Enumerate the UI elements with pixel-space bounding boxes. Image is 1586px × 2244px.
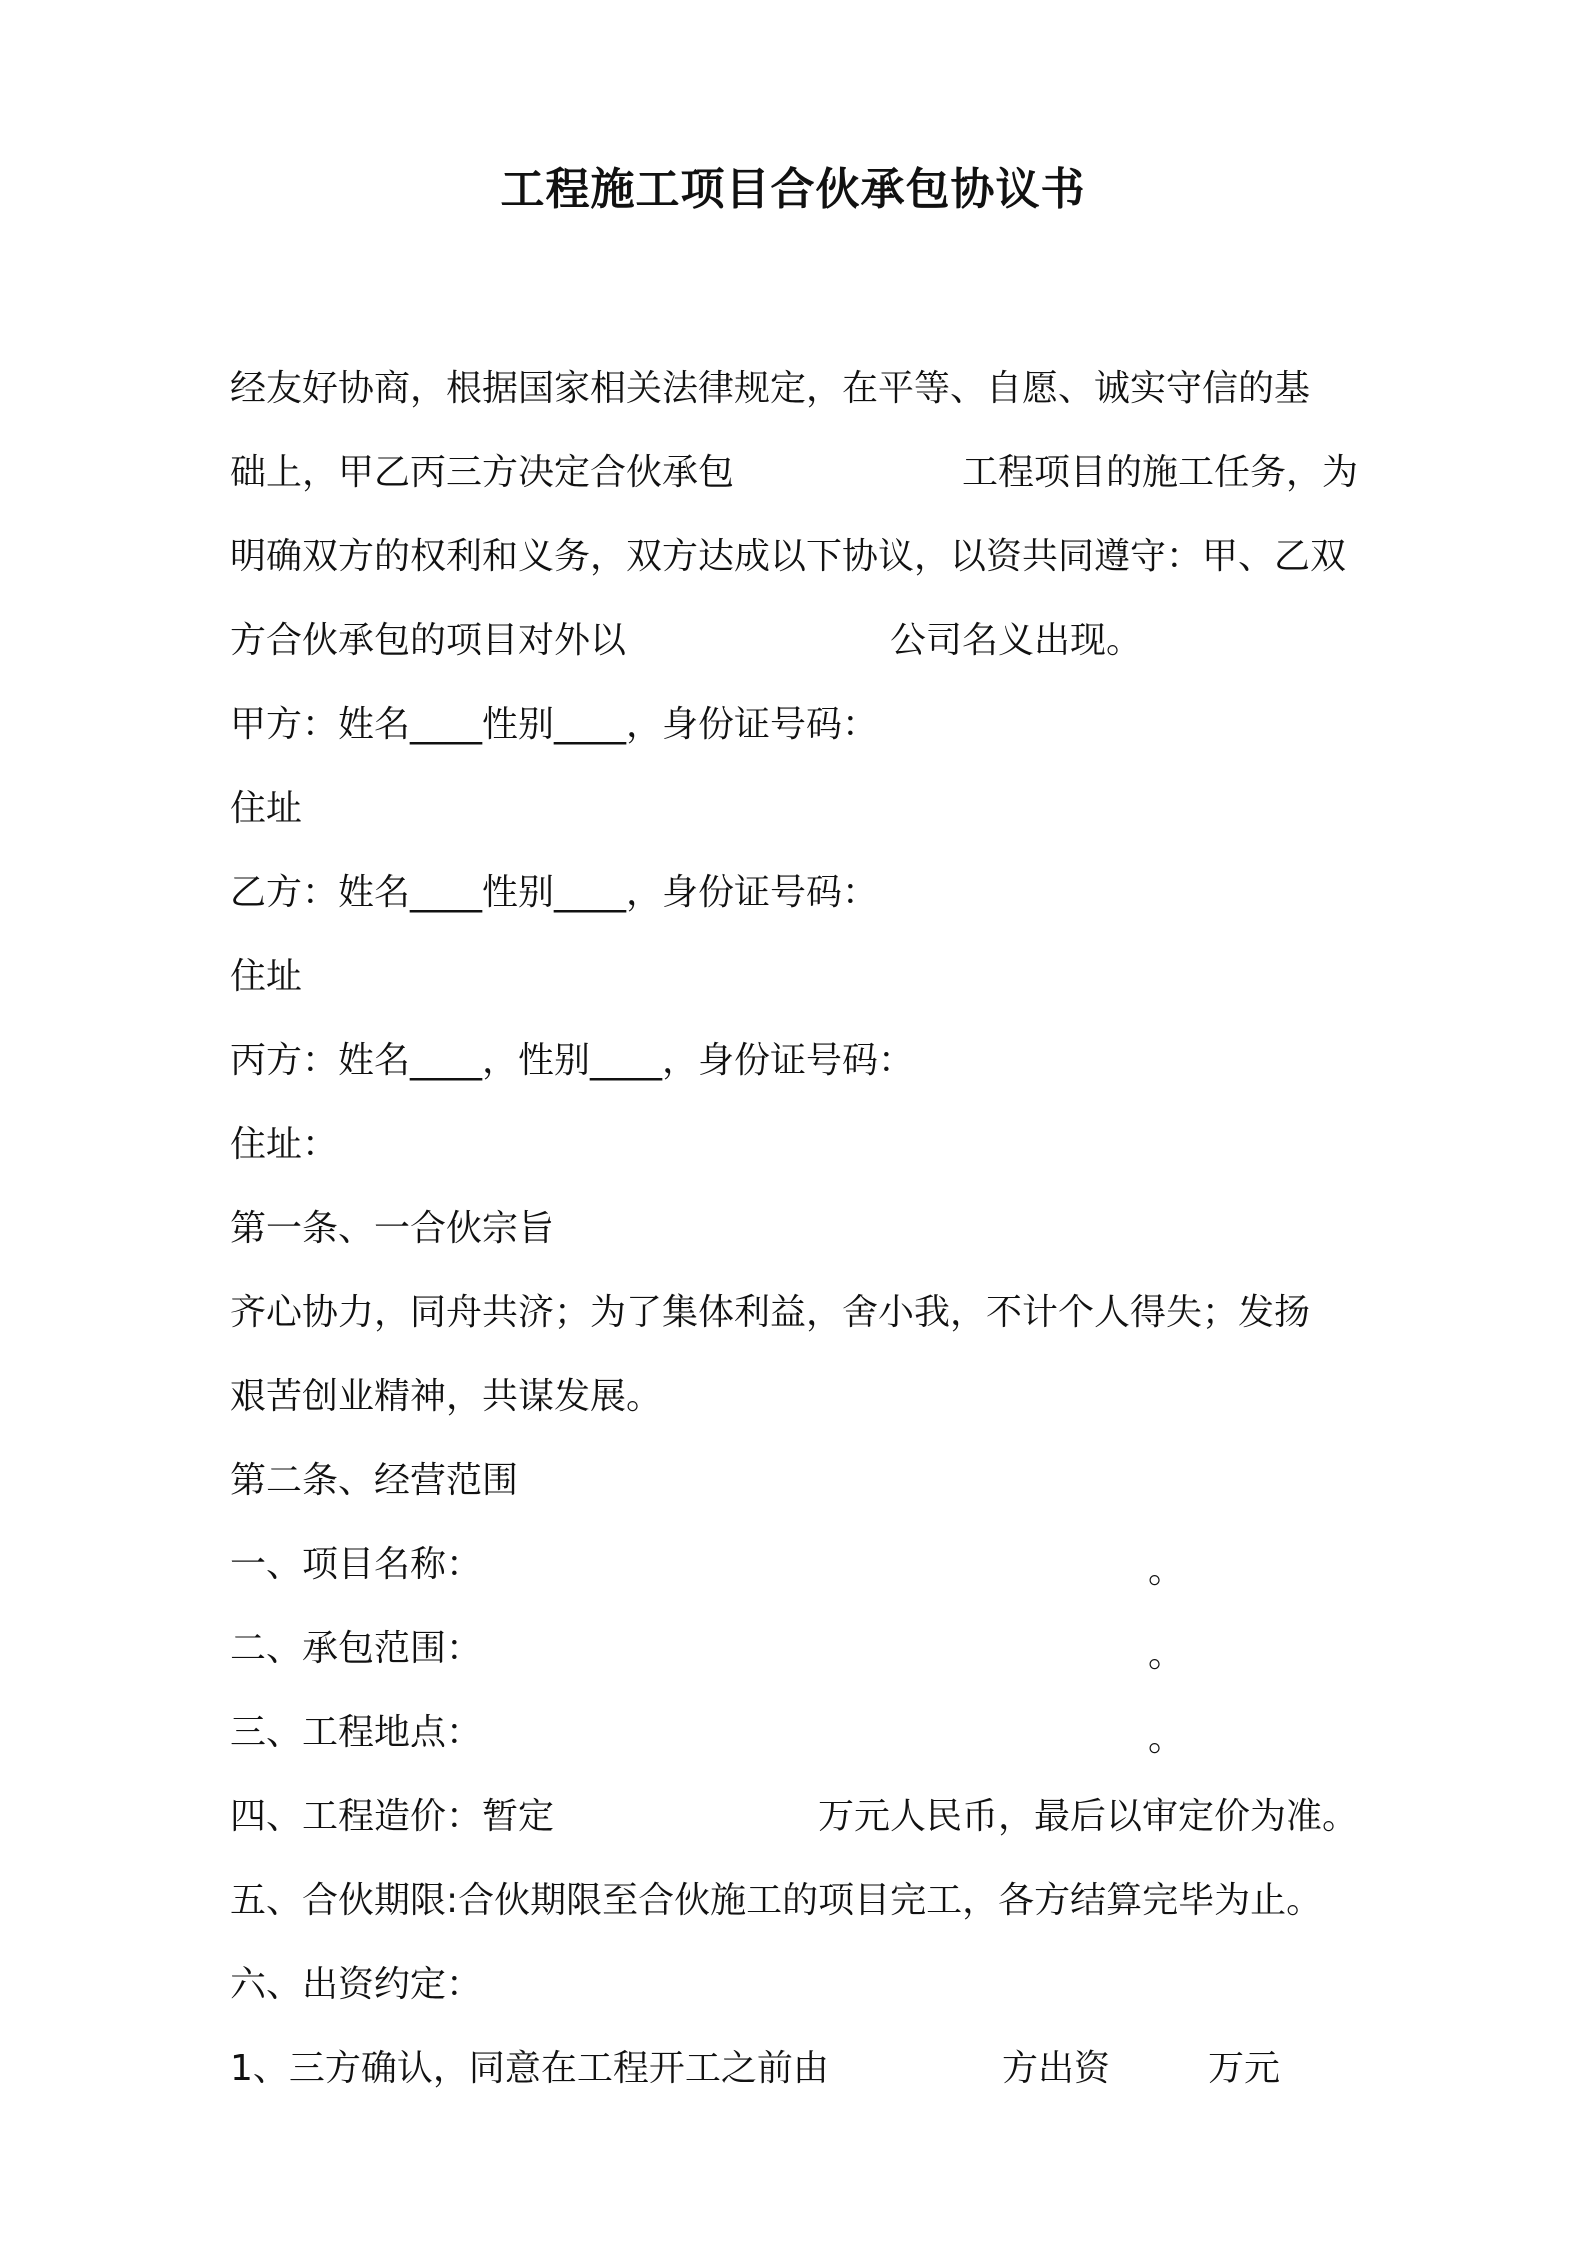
party-bing-address: 住址： (230, 1124, 339, 1165)
article-2-heading: 第二条、经营范围 (230, 1460, 519, 1501)
item-project-name-end: 。 (1148, 1550, 1185, 1591)
party-bing: 丙方：姓名____，性别____，身份证号码： (230, 1040, 915, 1081)
intro-line-2-end: 工程项目的施工任务，为 (962, 452, 1359, 493)
document-title: 工程施工项目合伙承包协议书 (500, 164, 1086, 215)
article-1-line-1: 齐心协力，同舟共济；为了集体利益，舍小我，不计个人得失；发扬 (230, 1292, 1311, 1333)
party-jia: 甲方：姓名____性别____，身份证号码： (230, 704, 879, 745)
item-term: 五、合伙期限:合伙期限至合伙施工的项目完工，各方结算完毕为止。 (230, 1880, 1323, 1921)
item-scope-label: 二、承包范围： (230, 1628, 483, 1669)
item-cost-start: 四、工程造价：暂定 (230, 1796, 555, 1837)
intro-line-4-end: 公司名义出现。 (890, 620, 1143, 661)
party-jia-address: 住址 (230, 788, 303, 829)
intro-line-4-start: 方合伙承包的项目对外以 (230, 620, 627, 661)
intro-line-1: 经友好协商，根据国家相关法律规定，在平等、自愿、诚实守信的基 (230, 368, 1311, 409)
party-yi-address: 住址 (230, 956, 303, 997)
item-scope-end: 。 (1148, 1634, 1185, 1675)
item-project-name-label: 一、项目名称： (230, 1544, 483, 1585)
investment-clause-1-start: 1、三方确认，同意在工程开工之前由 (230, 2048, 829, 2089)
investment-clause-1-unit: 万元 (1208, 2048, 1281, 2089)
party-yi: 乙方：姓名____性别____，身份证号码： (230, 872, 879, 913)
item-location-end: 。 (1148, 1718, 1185, 1759)
article-1-heading: 第一条、一合伙宗旨 (230, 1208, 555, 1249)
investment-clause-1-party: 方出资 (1002, 2048, 1111, 2089)
item-investment-heading: 六、出资约定： (230, 1964, 483, 2005)
item-location-label: 三、工程地点： (230, 1712, 483, 1753)
intro-line-2-start: 础上，甲乙丙三方决定合伙承包 (230, 452, 735, 493)
article-1-line-2: 艰苦创业精神，共谋发展。 (230, 1376, 663, 1417)
intro-line-3: 明确双方的权利和义务，双方达成以下协议，以资共同遵守：甲、乙双 (230, 536, 1347, 577)
item-cost-end: 万元人民币，最后以审定价为准。 (818, 1796, 1359, 1837)
